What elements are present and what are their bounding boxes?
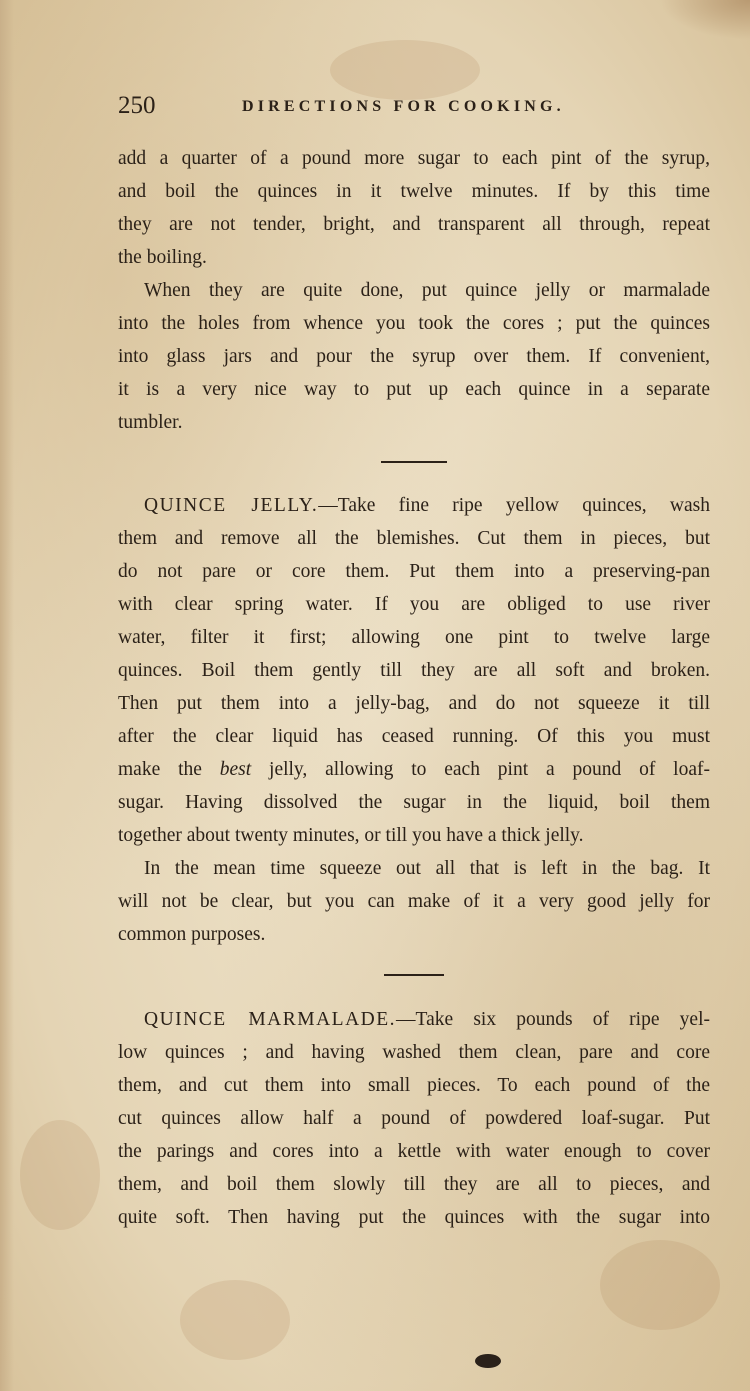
page-body [118,142,710,1234]
section-divider [384,974,444,976]
text-line: into the holes from whence you took the cores ; put the quinces [118,313,710,334]
recipe-first-line [118,489,710,522]
recipe-first-line-text: —Take fine ripe yellow quinces, wash [318,495,710,516]
text-line: the parings and cores into a kettle with water enough to cover [118,1141,710,1162]
text-line: In the mean time squeeze out all that is left in the bag. It [144,858,710,879]
page-header [118,92,718,126]
recipe-title: QUINCE JELLY. [144,495,319,516]
text-line: after the clear liquid has ceased running. Of this you must [118,726,710,747]
page-number: 250 [118,92,156,119]
recipe-quince-marmalade [118,1003,710,1234]
text-line: them, and cut them into small pieces. To each pound of the [118,1075,710,1096]
foxing-stain [600,1240,720,1330]
running-head: DIRECTIONS FOR COOKING. [242,98,565,115]
recipe-first-line-text: —Take six pounds of ripe yel- [396,1009,710,1030]
emphasis-best: best [219,759,252,780]
text-line: them, and boil them slowly till they are all to pieces, and [118,1174,710,1195]
text-line: quite soft. Then having put the quinces with the sugar into [118,1207,710,1228]
text-line: water, filter it first; allowing one pint to twelve large [118,627,710,648]
text-line: they are not tender, bright, and transparent all through, repeat [118,214,710,235]
text-line: them and remove all the blemishes. Cut them in pieces, but [118,528,710,549]
page-corner-wear [660,0,750,40]
text-line: cut quinces allow half a pound of powdered loaf-sugar. Put [118,1108,710,1129]
text-line: the boiling. [118,247,207,268]
page-spine-shadow [0,0,14,1391]
section-divider [381,461,447,463]
text-line: tumbler. [118,412,183,433]
text-fragment: jelly, allowing to each pint a pound of loaf- [251,759,710,780]
foxing-stain [180,1280,290,1360]
recipe-first-line [118,1003,710,1036]
text-line: add a quarter of a pound more sugar to each pint of the syrup, [118,148,710,169]
text-line: quinces. Boil them gently till they are all soft and broken. [118,660,710,681]
recipe-title: QUINCE MARMALADE. [144,1009,397,1030]
paragraph-syrup [118,142,710,274]
text-line: and boil the quinces in it twelve minutes. If by this time [118,181,710,202]
text-line: will not be clear, but you can make of it a very good jelly for [118,891,710,912]
recipe-quince-jelly [118,489,710,852]
text-line: it is a very nice way to put up each quince in a separate [118,379,710,400]
paragraph-jelly-note [118,852,710,951]
text-line-best [118,753,710,786]
text-line: common purposes. [118,924,266,945]
text-line: with clear spring water. If you are obliged to use river [118,594,710,615]
text-line: sugar. Having dissolved the sugar in the liquid, boil them [118,792,710,813]
text-line: Then put them into a jelly-bag, and do not squeeze it till [118,693,710,714]
text-line: When they are quite done, put quince jelly or marmalade [144,280,710,301]
text-line: do not pare or core them. Put them into a preserving-pan [118,561,710,582]
ink-blot-ornament [475,1354,501,1368]
paragraph-quinces-done [118,274,710,439]
foxing-stain [20,1120,100,1230]
text-fragment: make the [118,759,220,780]
foxing-stain [330,40,480,100]
text-line: together about twenty minutes, or till you have a thick jelly. [118,825,584,846]
text-line: into glass jars and pour the syrup over them. If convenient, [118,346,710,367]
text-line: low quinces ; and having washed them clean, pare and core [118,1042,710,1063]
